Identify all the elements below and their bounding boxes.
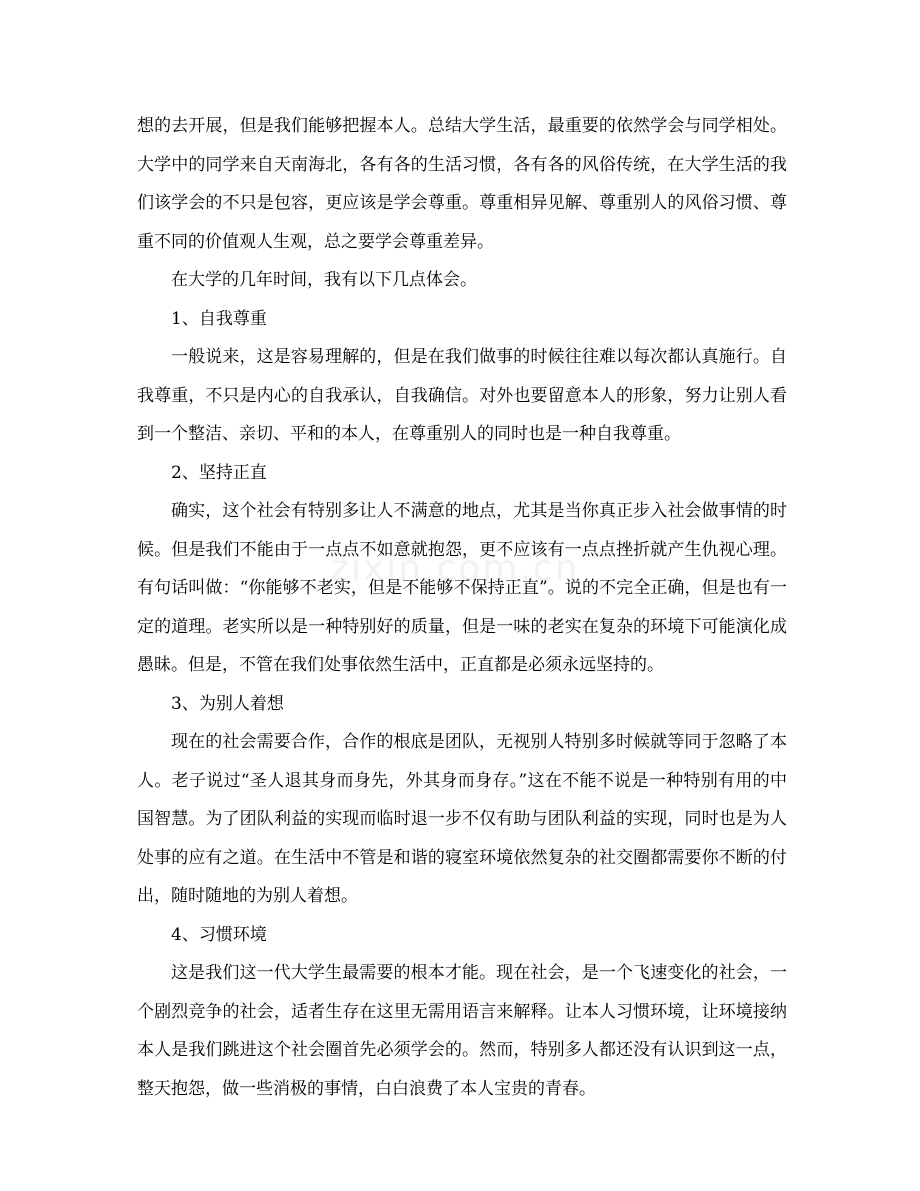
- section-heading-3: 3、为别人着想: [171, 693, 284, 714]
- section-heading-2: 2、坚持正直: [171, 462, 267, 483]
- paragraph-consider-others: 现在的社会需要合作，合作的根底是团队，无视别人特别多时候就等同于忽略了本人。老子说过“圣人退其身而身先，外其身而身存。”这在不能不说是一种特别有用的中国智慧。为了团队利益的实现而临时退一步不仅有助与团队利益的实现，同时也是为人处事的应有之道。在生活中不管是和谐的寝室环境依然复杂的社交圈都需要你不断的付出，随时随地的为别人着想。: [137, 732, 787, 906]
- paragraph-intro: 在大学的几年时间，我有以下几点体会。: [171, 270, 477, 290]
- paragraph-continued: 想的去开展，但是我们能够把握本人。总结大学生活，最重要的依然学会与同学相处。大学中的同学来自天南海北，各有各的生活习惯，各有各的风俗传统，在大学生活的我们该学会的不只是包容，更应该是学会尊重。尊重相异见解、尊重别人的风俗习惯、尊重不同的价值观人生观，总之要学会尊重差异。: [137, 116, 787, 252]
- watermark: zixin.com.cn: [330, 548, 580, 589]
- section-heading-4: 4、习惯环境: [171, 924, 267, 945]
- section-heading-1: 1、自我尊重: [171, 308, 267, 329]
- paragraph-integrity: 确实，这个社会有特别多让人不满意的地点，尤其是当你真正步入社会做事情的时候。但是我们不能由于一点点不如意就抱怨，更不应该有一点点挫折就产生仇视心理。有句话叫做：“你能够不老实，但是不能够不保持正直”。说的不完全正确，但是也有一定的道理。老实所以是一种特别好的质量，但是一味的老实在复杂的环境下可能演化成愚昧。但是，不管在我们处事依然生活中，正直都是必须永远坚持的。: [137, 501, 787, 675]
- paragraph-self-respect: 一般说来，这是容易理解的，但是在我们做事的时候往往难以每次都认真施行。自我尊重，不只是内心的自我承认，自我确信。对外也要留意本人的形象，努力让别人看到一个整洁、亲切、平和的本人，在尊重别人的同时也是一种自我尊重。: [137, 347, 787, 444]
- paragraph-adapt-environment: 这是我们这一代大学生最需要的根本才能。现在社会，是一个飞速变化的社会，一个剧烈竞争的社会，适者生存在这里无需用语言来解释。让本人习惯环境，让环境接纳本人是我们跳进这个社会圈首先必须学会的。然而，特别多人都还没有认识到这一点，整天抱怨，做一些消极的事情，白白浪费了本人宝贵的青春。: [137, 963, 787, 1099]
- document-body: [137, 107, 787, 1108]
